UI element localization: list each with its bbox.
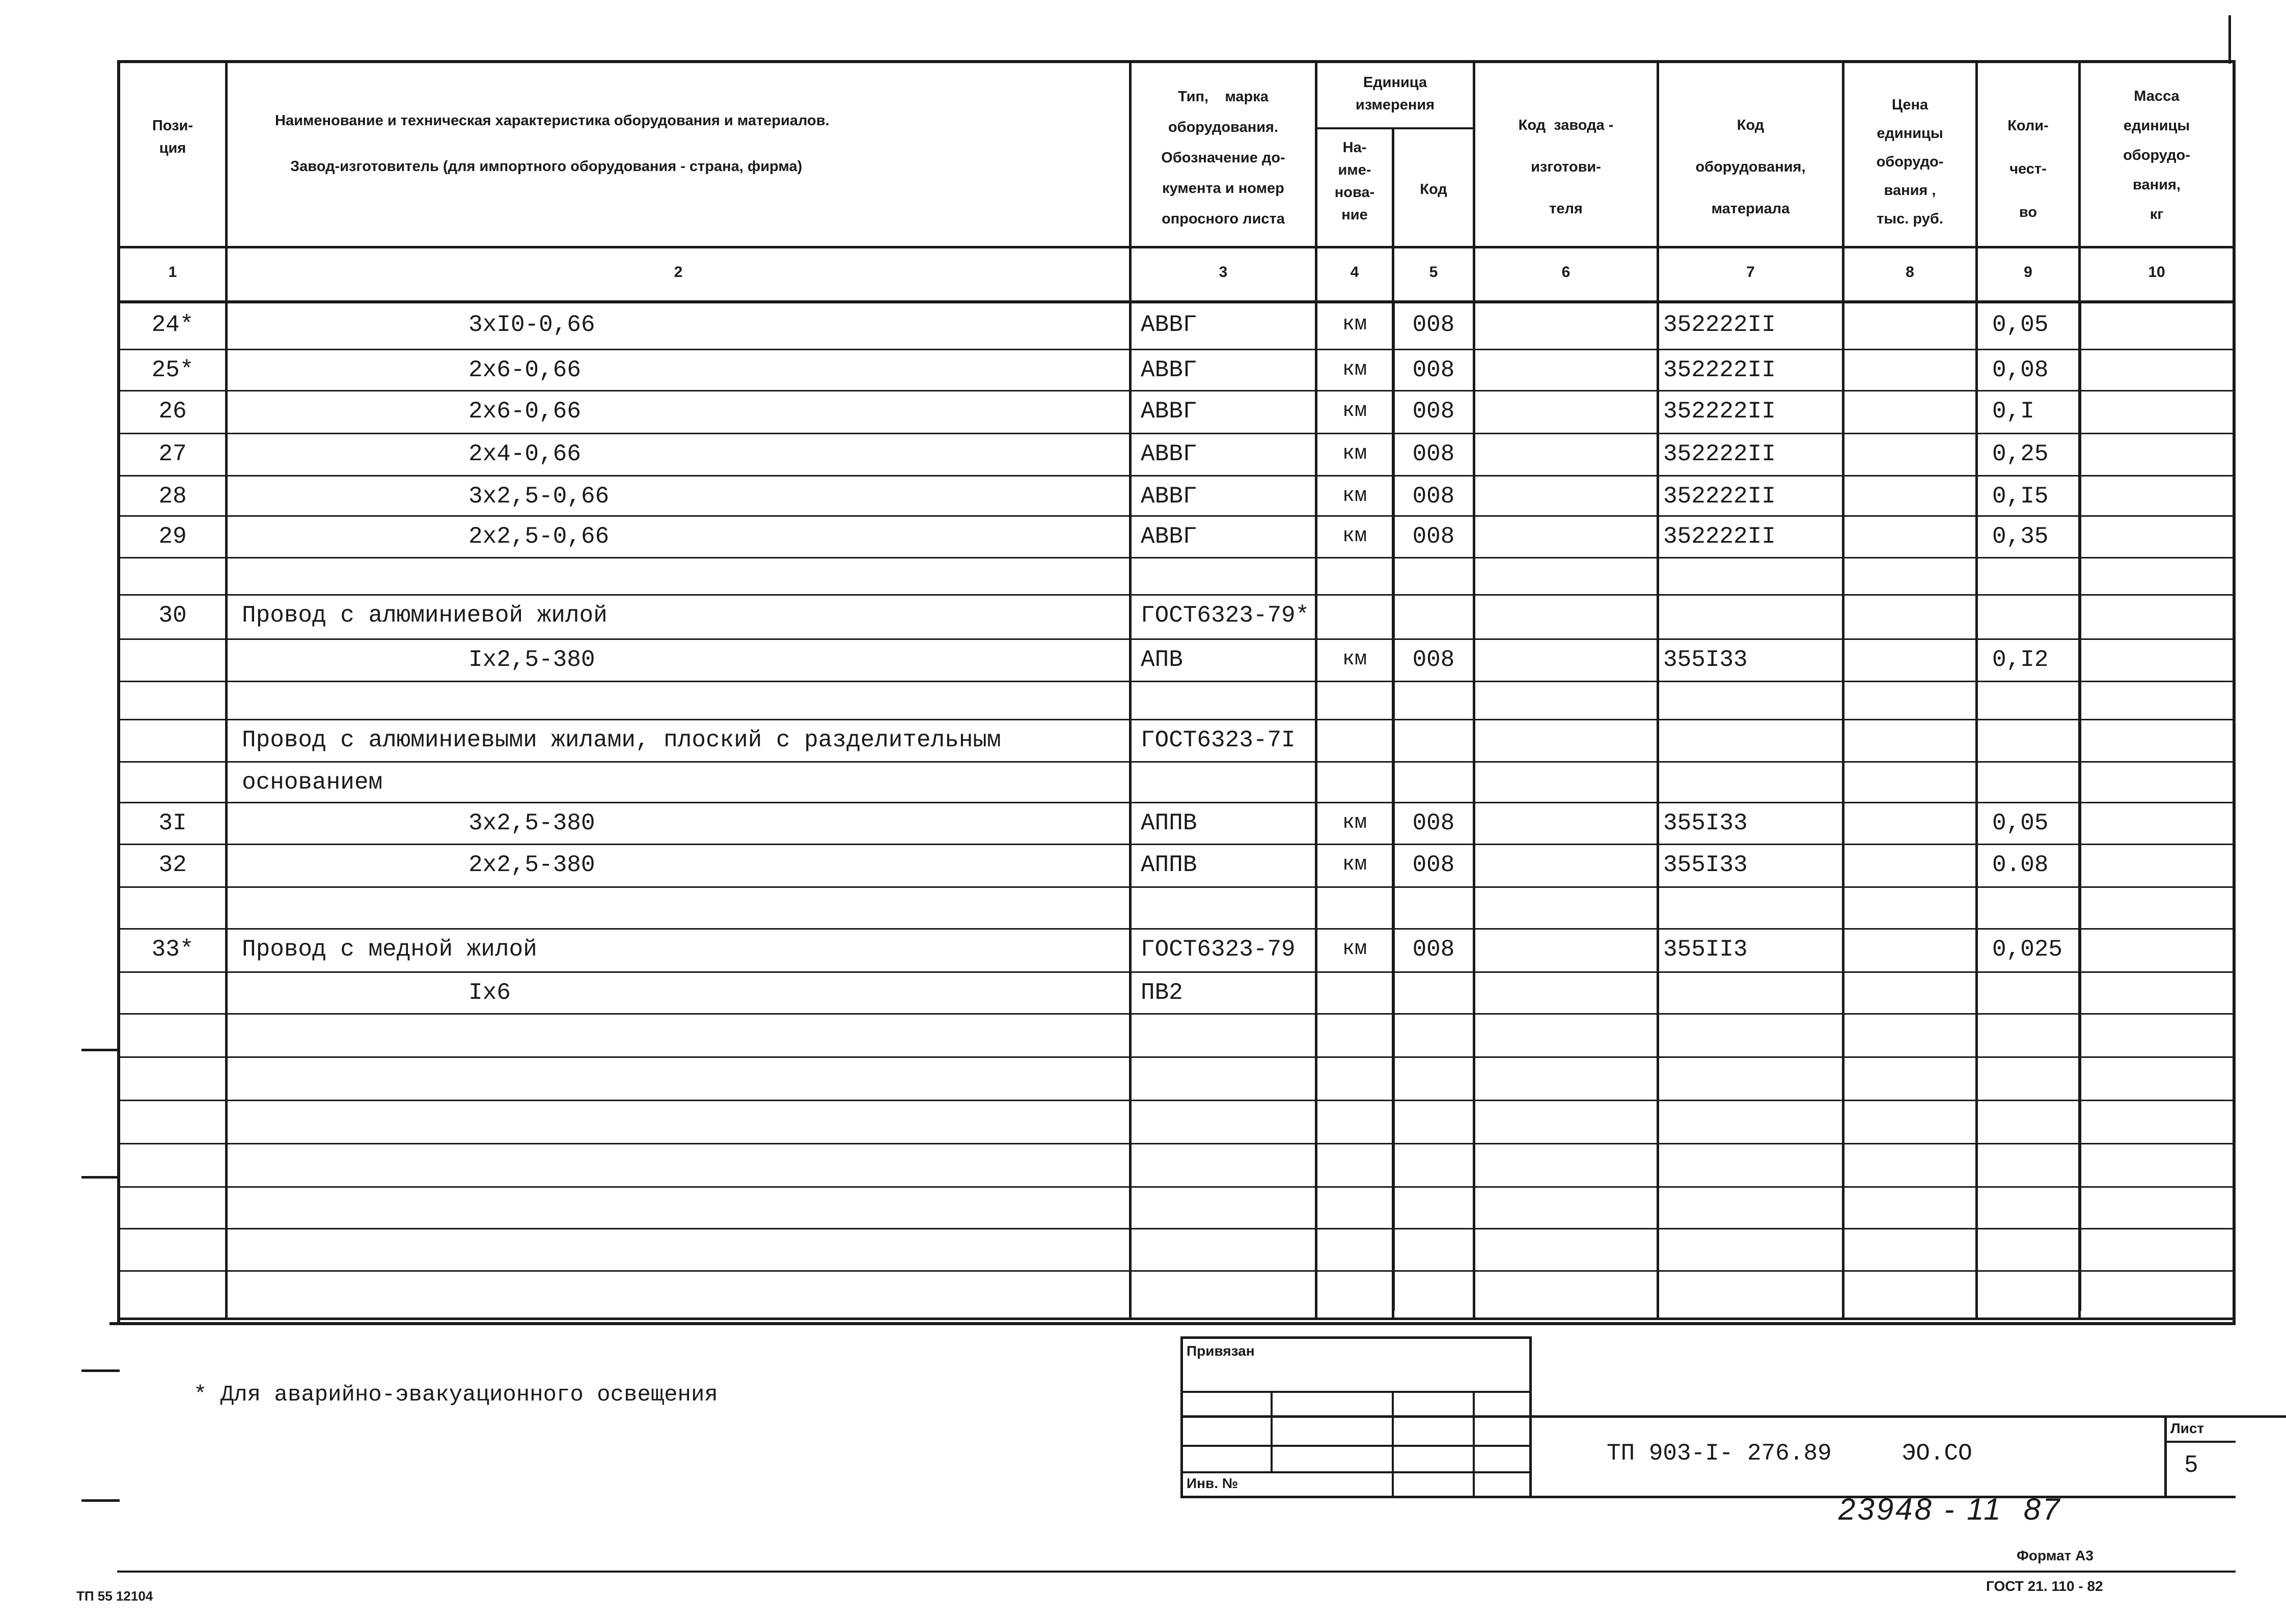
row-line	[117, 594, 2236, 596]
col-divider-5	[1473, 60, 1475, 1320]
row-quantity: 0,I5	[1992, 483, 2049, 510]
row-name: 2x4-0,66	[469, 441, 581, 467]
header-equipment-code: Код оборудования, материала	[1695, 117, 1806, 217]
row-unit: км	[1342, 525, 1367, 548]
col-number-2: 2	[674, 264, 683, 281]
row-type: АВВГ	[1141, 357, 1197, 383]
row-line	[117, 1270, 2236, 1272]
col-divider-3	[1315, 60, 1317, 1320]
gost-label: ГОСТ 21. 110 - 82	[1986, 1578, 2103, 1594]
row-name: Провод с алюминиевой жилой	[242, 602, 608, 629]
margin-tick-3	[81, 1369, 120, 1372]
bold-col9-right	[2078, 300, 2081, 1311]
col-number-5: 5	[1429, 264, 1438, 281]
col-number-6: 6	[1561, 264, 1571, 281]
row-name: Провод с медной жилой	[242, 936, 537, 963]
row-line	[117, 802, 2236, 803]
col-divider-8	[1975, 60, 1978, 1320]
column-number-row-border	[117, 300, 2236, 303]
row-unit: км	[1342, 313, 1367, 336]
row-unit-code: 008	[1412, 398, 1455, 425]
row-quantity: 0,I	[1992, 398, 2034, 425]
row-type: АВВГ	[1141, 523, 1197, 550]
row-name: Ix2,5-380	[469, 647, 595, 673]
row-position: 27	[158, 441, 187, 467]
row-line	[117, 390, 2236, 391]
row-line	[117, 1100, 2236, 1101]
row-equipment-code: 355I33	[1663, 647, 1748, 673]
row-unit-code: 008	[1412, 357, 1455, 383]
col-number-1: 1	[168, 264, 177, 281]
row-line	[117, 638, 2236, 640]
row-type: ПВ2	[1141, 979, 1183, 1006]
header-bottom-border	[117, 246, 2236, 248]
row-name: 3xI0-0,66	[469, 312, 595, 338]
row-line	[117, 886, 2236, 888]
row-unit-code: 008	[1412, 483, 1455, 510]
table-right-border	[2233, 60, 2236, 1325]
row-line	[117, 1056, 2236, 1058]
row-name: Ix6	[469, 979, 511, 1006]
sheet-divider	[2164, 1415, 2167, 1498]
row-type: АПВ	[1141, 647, 1183, 673]
stamp-col-1	[1271, 1391, 1273, 1471]
sheet-label-divider	[2164, 1441, 2236, 1443]
row-position: 28	[158, 483, 187, 510]
row-type: АВВГ	[1141, 441, 1197, 467]
row-position: 24*	[151, 312, 194, 338]
row-unit-code: 008	[1412, 523, 1455, 550]
row-name: 2x2,5-0,66	[469, 523, 610, 550]
table-bottom-border	[109, 1322, 2236, 1325]
row-quantity: 0,I2	[1992, 647, 2049, 673]
unit-group-divider	[1315, 127, 1475, 129]
header-unit-code: Код	[1420, 181, 1447, 198]
row-equipment-code: 352222II	[1663, 483, 1776, 510]
row-unit-code: 008	[1412, 852, 1455, 878]
margin-tick-2	[81, 1176, 120, 1179]
row-unit: км	[1342, 938, 1367, 961]
row-equipment-code: 352222II	[1663, 312, 1776, 338]
row-type: АВВГ	[1141, 483, 1197, 510]
row-equipment-code: 352222II	[1663, 398, 1776, 425]
col-divider-1	[225, 60, 228, 1320]
row-quantity: 0,25	[1992, 441, 2049, 467]
footnote: * Для аварийно-эвакуационного освещения	[194, 1382, 718, 1408]
row-name: основанием	[242, 769, 383, 796]
header-price: Цена единицы оборудо- вания , тыс. руб.	[1876, 97, 1944, 227]
row-line	[117, 1013, 2236, 1015]
stamp-col-2	[1392, 1391, 1394, 1498]
row-line	[117, 719, 2236, 720]
row-equipment-code: 355I33	[1663, 810, 1748, 836]
stamp-top	[1180, 1336, 1532, 1339]
row-unit-code: 008	[1412, 936, 1455, 963]
bottom-left-code: ТП 55 12104	[76, 1588, 153, 1604]
col-number-3: 3	[1219, 264, 1228, 281]
row-type: АППВ	[1141, 810, 1197, 836]
header-name-line1: Наименование и техническая характеристика оборудования и материалов.	[275, 113, 830, 129]
col-number-4: 4	[1350, 264, 1359, 281]
row-line	[117, 928, 2236, 930]
row-position: 25*	[151, 357, 194, 383]
row-name: 2x2,5-380	[469, 852, 595, 878]
row-unit-code: 008	[1412, 810, 1455, 836]
bottom-frame-line	[117, 1571, 2236, 1573]
handwritten-registration-number: 23948 - 11 87	[1838, 1492, 2062, 1526]
col-number-10: 10	[2148, 264, 2165, 281]
header-quantity: Коли- чест- во	[2007, 118, 2049, 220]
row-position: 3I	[158, 810, 187, 836]
col-number-9: 9	[2024, 264, 2032, 281]
top-right-tick	[2228, 15, 2231, 64]
row-line	[117, 349, 2236, 350]
stamp-row-1	[1180, 1391, 1532, 1393]
row-type: ГОСТ6323-79	[1141, 936, 1296, 963]
row-equipment-code: 355II3	[1663, 936, 1748, 963]
col-divider-2	[1129, 60, 1132, 1320]
row-name: 3x2,5-380	[469, 810, 595, 836]
row-unit: км	[1342, 853, 1367, 876]
stamp-row-4	[1180, 1471, 1532, 1473]
row-unit: км	[1342, 811, 1367, 834]
row-line	[117, 515, 2236, 517]
row-type: АВВГ	[1141, 312, 1197, 338]
margin-tick-1	[81, 1049, 120, 1051]
row-line	[117, 844, 2236, 845]
row-quantity: 0,025	[1992, 936, 2063, 963]
row-quantity: 0.08	[1992, 852, 2049, 878]
row-line	[117, 1143, 2236, 1144]
margin-tick-4	[81, 1499, 120, 1502]
row-name: Провод с алюминиевыми жилами, плоский с разделительным	[242, 727, 1001, 753]
stamp-inv-number: Инв. №	[1187, 1475, 1238, 1491]
row-unit: км	[1342, 485, 1367, 508]
col-number-8: 8	[1906, 264, 1914, 281]
row-quantity: 0,35	[1992, 523, 2049, 550]
header-name-line2: Завод-изготовитель (для импортного оборудования - страна, фирма)	[290, 158, 803, 175]
col-divider-6	[1657, 60, 1659, 1320]
row-line	[117, 1186, 2236, 1188]
row-equipment-code: 355I33	[1663, 852, 1748, 878]
header-position: Пози- ция	[152, 118, 194, 156]
row-line	[117, 557, 2236, 558]
row-line	[117, 1228, 2236, 1229]
row-unit: км	[1342, 358, 1367, 381]
row-equipment-code: 352222II	[1663, 523, 1776, 550]
header-factory-code: Код завода - изготови- теля	[1518, 117, 1614, 217]
row-type: ГОСТ6323-7I	[1141, 727, 1296, 753]
row-type: АВВГ	[1141, 398, 1197, 425]
row-position: 33*	[151, 936, 194, 963]
col-number-7: 7	[1746, 264, 1755, 281]
row-unit: км	[1342, 442, 1367, 465]
row-type: АППВ	[1141, 852, 1197, 878]
row-line	[117, 475, 2236, 477]
stamp-row-3	[1180, 1445, 1532, 1447]
stamp-row-2	[1180, 1415, 2286, 1418]
header-mass: Масса единицы оборудо- вания, кг	[2123, 88, 2190, 222]
row-quantity: 0,05	[1992, 312, 2049, 338]
row-unit-code: 008	[1412, 647, 1455, 673]
row-type: ГОСТ6323-79*	[1141, 602, 1310, 629]
stamp-privyazan: Привязан	[1187, 1343, 1255, 1359]
row-unit: км	[1342, 400, 1367, 423]
row-line	[117, 433, 2236, 434]
row-line	[117, 971, 2236, 973]
row-line	[117, 761, 2236, 763]
sheet-label: Лист	[2170, 1420, 2205, 1436]
format-label: Формат А3	[2017, 1548, 2094, 1563]
table-left-border	[117, 60, 120, 1325]
row-quantity: 0,08	[1992, 357, 2049, 383]
sheet-number: 5	[2185, 1450, 2198, 1477]
row-position: 29	[158, 523, 187, 550]
row-unit-code: 008	[1412, 312, 1455, 338]
row-unit: км	[1342, 648, 1367, 671]
col-divider-7	[1842, 60, 1844, 1320]
row-name: 2x6-0,66	[469, 398, 581, 425]
stamp-col-3	[1473, 1391, 1475, 1498]
items-bottom-border	[117, 1318, 2236, 1320]
row-position: 30	[158, 602, 187, 629]
row-unit-code: 008	[1412, 441, 1455, 467]
row-equipment-code: 352222II	[1663, 441, 1776, 467]
header-unit-name: На- име- нова- ние	[1334, 139, 1375, 223]
stamp-bottom	[1180, 1496, 2236, 1498]
table-top-border	[117, 60, 2236, 63]
document-code: ТП 903-I- 276.89 ЭО.СО	[1607, 1440, 1972, 1467]
row-name: 3x2,5-0,66	[469, 483, 610, 510]
row-name: 2x6-0,66	[469, 357, 581, 383]
header-type: Тип, марка оборудования. Обозначение до- кумента и номер опросного листа	[1161, 89, 1285, 227]
row-line	[117, 681, 2236, 682]
row-equipment-code: 352222II	[1663, 357, 1776, 383]
row-position: 32	[158, 852, 187, 878]
header-unit-group: Единица измерения	[1355, 74, 1435, 113]
row-quantity: 0,05	[1992, 810, 2049, 836]
row-position: 26	[158, 398, 187, 425]
